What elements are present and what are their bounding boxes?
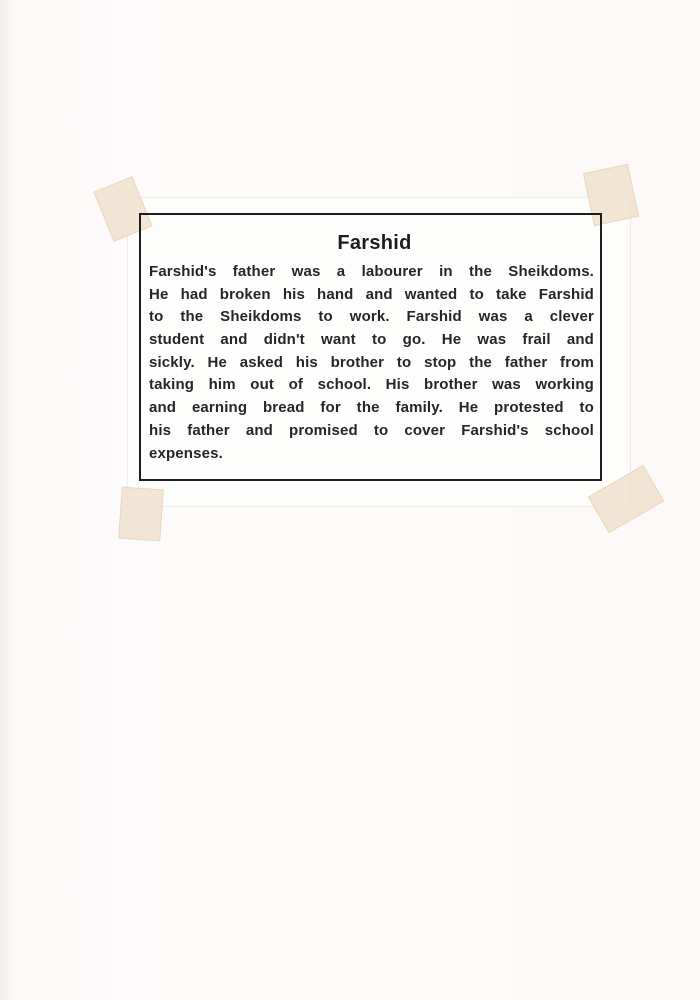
article-title: Farshid [337,232,412,254]
text-line: Farshid's father was a labourer in the Sheikdoms. [149,263,594,280]
tape-strip [118,487,164,542]
text-line: sickly. He asked his brother to stop the father from [149,353,594,371]
text-box [139,213,602,481]
text-line: expenses. [149,444,223,462]
text-line: his father and promised to cover Farshid's school [149,421,594,439]
text-line: student and didn't want to go. He was frail and [149,331,594,349]
text-line: to the Sheikdoms to work. Farshid was a clever [149,308,594,326]
text-line: and earning bread for the family. He protested to [149,399,594,417]
text-line: He had broken his hand and wanted to take Farshid [149,285,594,303]
text-line: taking him out of school. His brother was working [149,376,594,394]
